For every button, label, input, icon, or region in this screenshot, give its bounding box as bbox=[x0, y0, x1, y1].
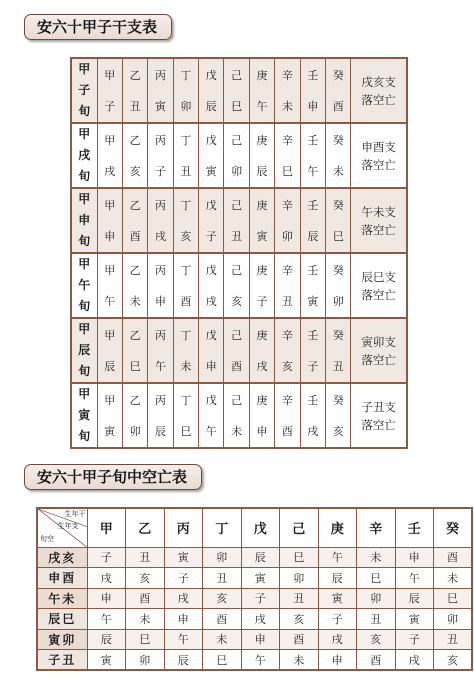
branch-cell: 酉 bbox=[122, 221, 147, 254]
corner-cell bbox=[37, 508, 87, 547]
kongwang-line: 落空亡 bbox=[361, 157, 396, 172]
stem-cell: 辛 bbox=[275, 188, 300, 221]
table-cell: 亥 bbox=[434, 650, 473, 671]
table-cell: 戌 bbox=[318, 629, 357, 650]
table-cell: 午 bbox=[395, 568, 434, 589]
table-cell: 酉 bbox=[203, 609, 242, 630]
branch-cell: 子 bbox=[199, 221, 224, 254]
branch-cell: 亥 bbox=[122, 156, 147, 189]
xun-group-row bbox=[71, 123, 407, 156]
column-header: 戊 bbox=[241, 508, 280, 547]
stem-cell: 甲 bbox=[97, 318, 122, 351]
branch-cell: 午 bbox=[300, 156, 325, 189]
table-cell: 亥 bbox=[126, 568, 165, 589]
branch-cell: 巳 bbox=[275, 156, 300, 189]
kongwang-line: 戌亥支 bbox=[361, 74, 396, 89]
table-cell: 寅 bbox=[395, 609, 434, 630]
branch-cell: 子 bbox=[249, 286, 274, 319]
table-cell: 午 bbox=[164, 629, 203, 650]
xun-name: 甲午旬 bbox=[78, 257, 91, 313]
table-cell: 未 bbox=[357, 547, 396, 568]
branch-cell: 戌 bbox=[249, 351, 274, 384]
branch-cell: 丑 bbox=[173, 156, 198, 189]
stem-cell: 庚 bbox=[249, 123, 274, 156]
table-cell: 巳 bbox=[280, 547, 319, 568]
corner-label-gan: 生年干 bbox=[64, 510, 86, 518]
branch-cell: 子 bbox=[300, 351, 325, 384]
stem-cell: 乙 bbox=[122, 188, 147, 221]
stem-cell: 甲 bbox=[97, 123, 122, 156]
branch-cell: 寅 bbox=[148, 91, 173, 124]
stem-cell: 甲 bbox=[97, 188, 122, 221]
table-row bbox=[37, 588, 472, 609]
header-row bbox=[37, 508, 472, 547]
branch-cell: 子 bbox=[97, 91, 122, 124]
row-header: 子丑 bbox=[37, 650, 87, 671]
stem-cell: 己 bbox=[224, 383, 249, 416]
branch-cell: 酉 bbox=[275, 416, 300, 449]
stem-cell: 丙 bbox=[148, 188, 173, 221]
stem-cell: 戊 bbox=[199, 58, 224, 91]
branch-cell: 辰 bbox=[300, 221, 325, 254]
table-cell: 戌 bbox=[241, 609, 280, 630]
stem-cell: 壬 bbox=[300, 58, 325, 91]
branch-cell: 卯 bbox=[224, 156, 249, 189]
stem-cell: 甲 bbox=[97, 253, 122, 286]
row-header: 辰巳 bbox=[37, 609, 87, 630]
stem-cell: 癸 bbox=[326, 318, 351, 351]
stem-cell: 壬 bbox=[300, 123, 325, 156]
table-cell: 未 bbox=[126, 609, 165, 630]
table-cell: 丑 bbox=[434, 629, 473, 650]
table-row bbox=[37, 650, 472, 671]
xun-name: 甲戌旬 bbox=[78, 127, 91, 183]
branch-cell: 未 bbox=[275, 91, 300, 124]
table-cell: 卯 bbox=[434, 609, 473, 630]
branch-cell: 巳 bbox=[326, 221, 351, 254]
stem-cell: 壬 bbox=[300, 253, 325, 286]
table-cell: 酉 bbox=[434, 547, 473, 568]
column-header: 庚 bbox=[318, 508, 357, 547]
branch-cell: 午 bbox=[148, 351, 173, 384]
branch-cell: 辰 bbox=[148, 416, 173, 449]
stem-cell: 戊 bbox=[199, 318, 224, 351]
xun-name-cell bbox=[71, 123, 97, 188]
kongwang-line: 落空亡 bbox=[361, 417, 396, 432]
table-cell: 午 bbox=[241, 650, 280, 671]
stem-cell: 己 bbox=[224, 58, 249, 91]
column-header: 丙 bbox=[164, 508, 203, 547]
branch-cell: 酉 bbox=[173, 286, 198, 319]
table-cell: 辰 bbox=[318, 568, 357, 589]
table-cell: 辰 bbox=[87, 629, 126, 650]
stem-cell: 丙 bbox=[148, 318, 173, 351]
branch-cell: 丑 bbox=[224, 221, 249, 254]
kongwang-cell bbox=[351, 383, 407, 448]
stem-cell: 甲 bbox=[97, 383, 122, 416]
stem-cell: 辛 bbox=[275, 253, 300, 286]
column-header: 癸 bbox=[434, 508, 473, 547]
stem-cell: 丙 bbox=[148, 123, 173, 156]
stem-cell: 丙 bbox=[148, 58, 173, 91]
section-title-ganzhi-table: 安六十甲子干支表 bbox=[24, 14, 172, 40]
branch-cell: 丑 bbox=[275, 286, 300, 319]
stem-cell: 丙 bbox=[148, 383, 173, 416]
xun-name-cell bbox=[71, 188, 97, 253]
kongwang-line: 落空亡 bbox=[361, 287, 396, 302]
stem-cell: 癸 bbox=[326, 383, 351, 416]
stem-cell: 丙 bbox=[148, 253, 173, 286]
stem-cell: 戊 bbox=[199, 383, 224, 416]
xun-name: 甲寅旬 bbox=[78, 387, 91, 443]
ganzhi-table bbox=[70, 57, 408, 449]
branch-cell: 亥 bbox=[173, 221, 198, 254]
kongwang-line: 落空亡 bbox=[361, 92, 396, 107]
table-cell: 戌 bbox=[395, 650, 434, 671]
table-cell: 子 bbox=[318, 609, 357, 630]
table-cell: 丑 bbox=[357, 609, 396, 630]
branch-cell: 辰 bbox=[199, 91, 224, 124]
stem-cell: 丁 bbox=[173, 58, 198, 91]
stem-cell: 己 bbox=[224, 318, 249, 351]
table-cell: 子 bbox=[164, 568, 203, 589]
table-cell: 寅 bbox=[241, 568, 280, 589]
kongwang-line: 子丑支 bbox=[361, 399, 396, 414]
branch-cell: 丑 bbox=[326, 351, 351, 384]
table-cell: 亥 bbox=[357, 629, 396, 650]
table-cell: 卯 bbox=[126, 650, 165, 671]
xun-group-row bbox=[71, 58, 407, 91]
kongwang-cell bbox=[351, 318, 407, 383]
table-cell: 巳 bbox=[434, 588, 473, 609]
table-cell: 丑 bbox=[203, 568, 242, 589]
stem-cell: 丁 bbox=[173, 318, 198, 351]
table-cell: 寅 bbox=[164, 547, 203, 568]
stem-cell: 丁 bbox=[173, 188, 198, 221]
xun-name: 甲辰旬 bbox=[78, 322, 91, 378]
stem-cell: 戊 bbox=[199, 123, 224, 156]
column-header: 乙 bbox=[126, 508, 165, 547]
table-cell: 丑 bbox=[126, 547, 165, 568]
stem-cell: 己 bbox=[224, 188, 249, 221]
branch-cell: 戌 bbox=[97, 156, 122, 189]
xun-name-cell bbox=[71, 253, 97, 318]
table-cell: 亥 bbox=[203, 588, 242, 609]
branch-cell: 巳 bbox=[173, 416, 198, 449]
branch-cell: 寅 bbox=[97, 416, 122, 449]
column-header: 壬 bbox=[395, 508, 434, 547]
stem-cell: 癸 bbox=[326, 253, 351, 286]
branch-cell: 卯 bbox=[173, 91, 198, 124]
corner-label-xunkong: 旬空 bbox=[40, 534, 54, 543]
branch-cell: 辰 bbox=[97, 351, 122, 384]
branch-cell: 卯 bbox=[326, 286, 351, 319]
table-cell: 巳 bbox=[357, 568, 396, 589]
kongwang-cell bbox=[351, 253, 407, 318]
kongwang-line: 辰巳支 bbox=[361, 269, 396, 284]
xun-group-row bbox=[71, 253, 407, 286]
branch-cell: 酉 bbox=[224, 351, 249, 384]
stem-cell: 丁 bbox=[173, 383, 198, 416]
stem-cell: 辛 bbox=[275, 58, 300, 91]
table-cell: 申 bbox=[164, 609, 203, 630]
table-cell: 辰 bbox=[241, 547, 280, 568]
kongwang-cell bbox=[351, 188, 407, 253]
stem-cell: 癸 bbox=[326, 123, 351, 156]
table-row bbox=[37, 568, 472, 589]
stem-cell: 庚 bbox=[249, 383, 274, 416]
branch-cell: 戌 bbox=[199, 286, 224, 319]
branch-cell: 申 bbox=[97, 221, 122, 254]
branch-cell: 丑 bbox=[122, 91, 147, 124]
table-cell: 酉 bbox=[280, 629, 319, 650]
branch-cell: 寅 bbox=[199, 156, 224, 189]
branch-cell: 午 bbox=[199, 416, 224, 449]
stem-cell: 癸 bbox=[326, 188, 351, 221]
row-header: 申酉 bbox=[37, 568, 87, 589]
table-cell: 卯 bbox=[203, 547, 242, 568]
table-cell: 午 bbox=[87, 609, 126, 630]
stem-cell: 壬 bbox=[300, 318, 325, 351]
kongwang-line: 寅卯支 bbox=[361, 334, 396, 349]
table-row bbox=[37, 547, 472, 568]
table-cell: 申 bbox=[241, 629, 280, 650]
stem-cell: 壬 bbox=[300, 188, 325, 221]
column-header: 己 bbox=[280, 508, 319, 547]
stem-cell: 庚 bbox=[249, 188, 274, 221]
stem-cell: 戊 bbox=[199, 188, 224, 221]
stem-cell: 乙 bbox=[122, 383, 147, 416]
stem-cell: 乙 bbox=[122, 318, 147, 351]
branch-cell: 子 bbox=[148, 156, 173, 189]
stem-cell: 壬 bbox=[300, 383, 325, 416]
xun-name: 甲申旬 bbox=[78, 192, 91, 248]
table-cell: 寅 bbox=[318, 588, 357, 609]
table-cell: 未 bbox=[203, 629, 242, 650]
table-cell: 寅 bbox=[87, 650, 126, 671]
row-header: 午未 bbox=[37, 588, 87, 609]
column-header: 甲 bbox=[87, 508, 126, 547]
branch-cell: 卯 bbox=[122, 416, 147, 449]
column-header: 丁 bbox=[203, 508, 242, 547]
xun-name-cell bbox=[71, 318, 97, 383]
table-row bbox=[37, 609, 472, 630]
branch-cell: 辰 bbox=[249, 156, 274, 189]
table-cell: 酉 bbox=[357, 650, 396, 671]
branch-cell: 巳 bbox=[224, 91, 249, 124]
table-row bbox=[37, 629, 472, 650]
section-title-kongwang-table: 安六十甲子旬中空亡表 bbox=[24, 464, 202, 490]
table-cell: 丑 bbox=[280, 588, 319, 609]
kongwang-line: 落空亡 bbox=[361, 352, 396, 367]
branch-cell: 未 bbox=[122, 286, 147, 319]
table-cell: 辰 bbox=[395, 588, 434, 609]
corner-label-zhi: 生年支 bbox=[57, 522, 79, 530]
stem-cell: 癸 bbox=[326, 58, 351, 91]
branch-cell: 午 bbox=[97, 286, 122, 319]
branch-cell: 卯 bbox=[275, 221, 300, 254]
stem-cell: 乙 bbox=[122, 123, 147, 156]
kongwang-line: 落空亡 bbox=[361, 222, 396, 237]
stem-cell: 庚 bbox=[249, 318, 274, 351]
branch-cell: 酉 bbox=[326, 91, 351, 124]
branch-cell: 戌 bbox=[300, 416, 325, 449]
stem-cell: 丁 bbox=[173, 123, 198, 156]
branch-cell: 申 bbox=[199, 351, 224, 384]
column-header: 辛 bbox=[357, 508, 396, 547]
stem-cell: 甲 bbox=[97, 58, 122, 91]
stem-cell: 庚 bbox=[249, 253, 274, 286]
table-cell: 午 bbox=[318, 547, 357, 568]
branch-cell: 午 bbox=[249, 91, 274, 124]
table-cell: 卯 bbox=[357, 588, 396, 609]
branch-cell: 亥 bbox=[275, 351, 300, 384]
kongwang-line: 申酉支 bbox=[361, 139, 396, 154]
row-header: 寅卯 bbox=[37, 629, 87, 650]
table-cell: 戌 bbox=[164, 588, 203, 609]
xun-group-row bbox=[71, 318, 407, 351]
branch-cell: 寅 bbox=[300, 286, 325, 319]
stem-cell: 丁 bbox=[173, 253, 198, 286]
table-cell: 未 bbox=[434, 568, 473, 589]
branch-cell: 申 bbox=[148, 286, 173, 319]
xun-group-row bbox=[71, 383, 407, 416]
branch-cell: 戌 bbox=[148, 221, 173, 254]
branch-cell: 巳 bbox=[122, 351, 147, 384]
table-cell: 子 bbox=[87, 547, 126, 568]
table-cell: 戌 bbox=[87, 568, 126, 589]
kongwang-cell bbox=[351, 58, 407, 123]
row-header: 戌亥 bbox=[37, 547, 87, 568]
table-cell: 亥 bbox=[280, 609, 319, 630]
branch-cell: 未 bbox=[224, 416, 249, 449]
table-cell: 巳 bbox=[203, 650, 242, 671]
branch-cell: 未 bbox=[173, 351, 198, 384]
stem-cell: 己 bbox=[224, 123, 249, 156]
stem-cell: 辛 bbox=[275, 383, 300, 416]
stem-cell: 戊 bbox=[199, 253, 224, 286]
stem-cell: 辛 bbox=[275, 318, 300, 351]
xun-name-cell bbox=[71, 383, 97, 448]
table-cell: 申 bbox=[395, 547, 434, 568]
xun-name: 甲子旬 bbox=[78, 62, 91, 118]
branch-cell: 申 bbox=[300, 91, 325, 124]
table-cell: 未 bbox=[280, 650, 319, 671]
table-cell: 辰 bbox=[164, 650, 203, 671]
xun-name-cell bbox=[71, 58, 97, 123]
stem-cell: 己 bbox=[224, 253, 249, 286]
branch-cell: 亥 bbox=[224, 286, 249, 319]
kongwang-table bbox=[36, 507, 473, 671]
table-cell: 子 bbox=[395, 629, 434, 650]
stem-cell: 乙 bbox=[122, 58, 147, 91]
stem-cell: 乙 bbox=[122, 253, 147, 286]
table-cell: 卯 bbox=[280, 568, 319, 589]
xun-group-row bbox=[71, 188, 407, 221]
kongwang-line: 午未支 bbox=[361, 204, 396, 219]
table-cell: 子 bbox=[241, 588, 280, 609]
table-cell: 酉 bbox=[126, 588, 165, 609]
table-cell: 巳 bbox=[126, 629, 165, 650]
table-cell: 申 bbox=[318, 650, 357, 671]
stem-cell: 辛 bbox=[275, 123, 300, 156]
branch-cell: 亥 bbox=[326, 416, 351, 449]
branch-cell: 申 bbox=[249, 416, 274, 449]
branch-cell: 寅 bbox=[249, 221, 274, 254]
branch-cell: 未 bbox=[326, 156, 351, 189]
table-cell: 申 bbox=[87, 588, 126, 609]
stem-cell: 庚 bbox=[249, 58, 274, 91]
kongwang-cell bbox=[351, 123, 407, 188]
